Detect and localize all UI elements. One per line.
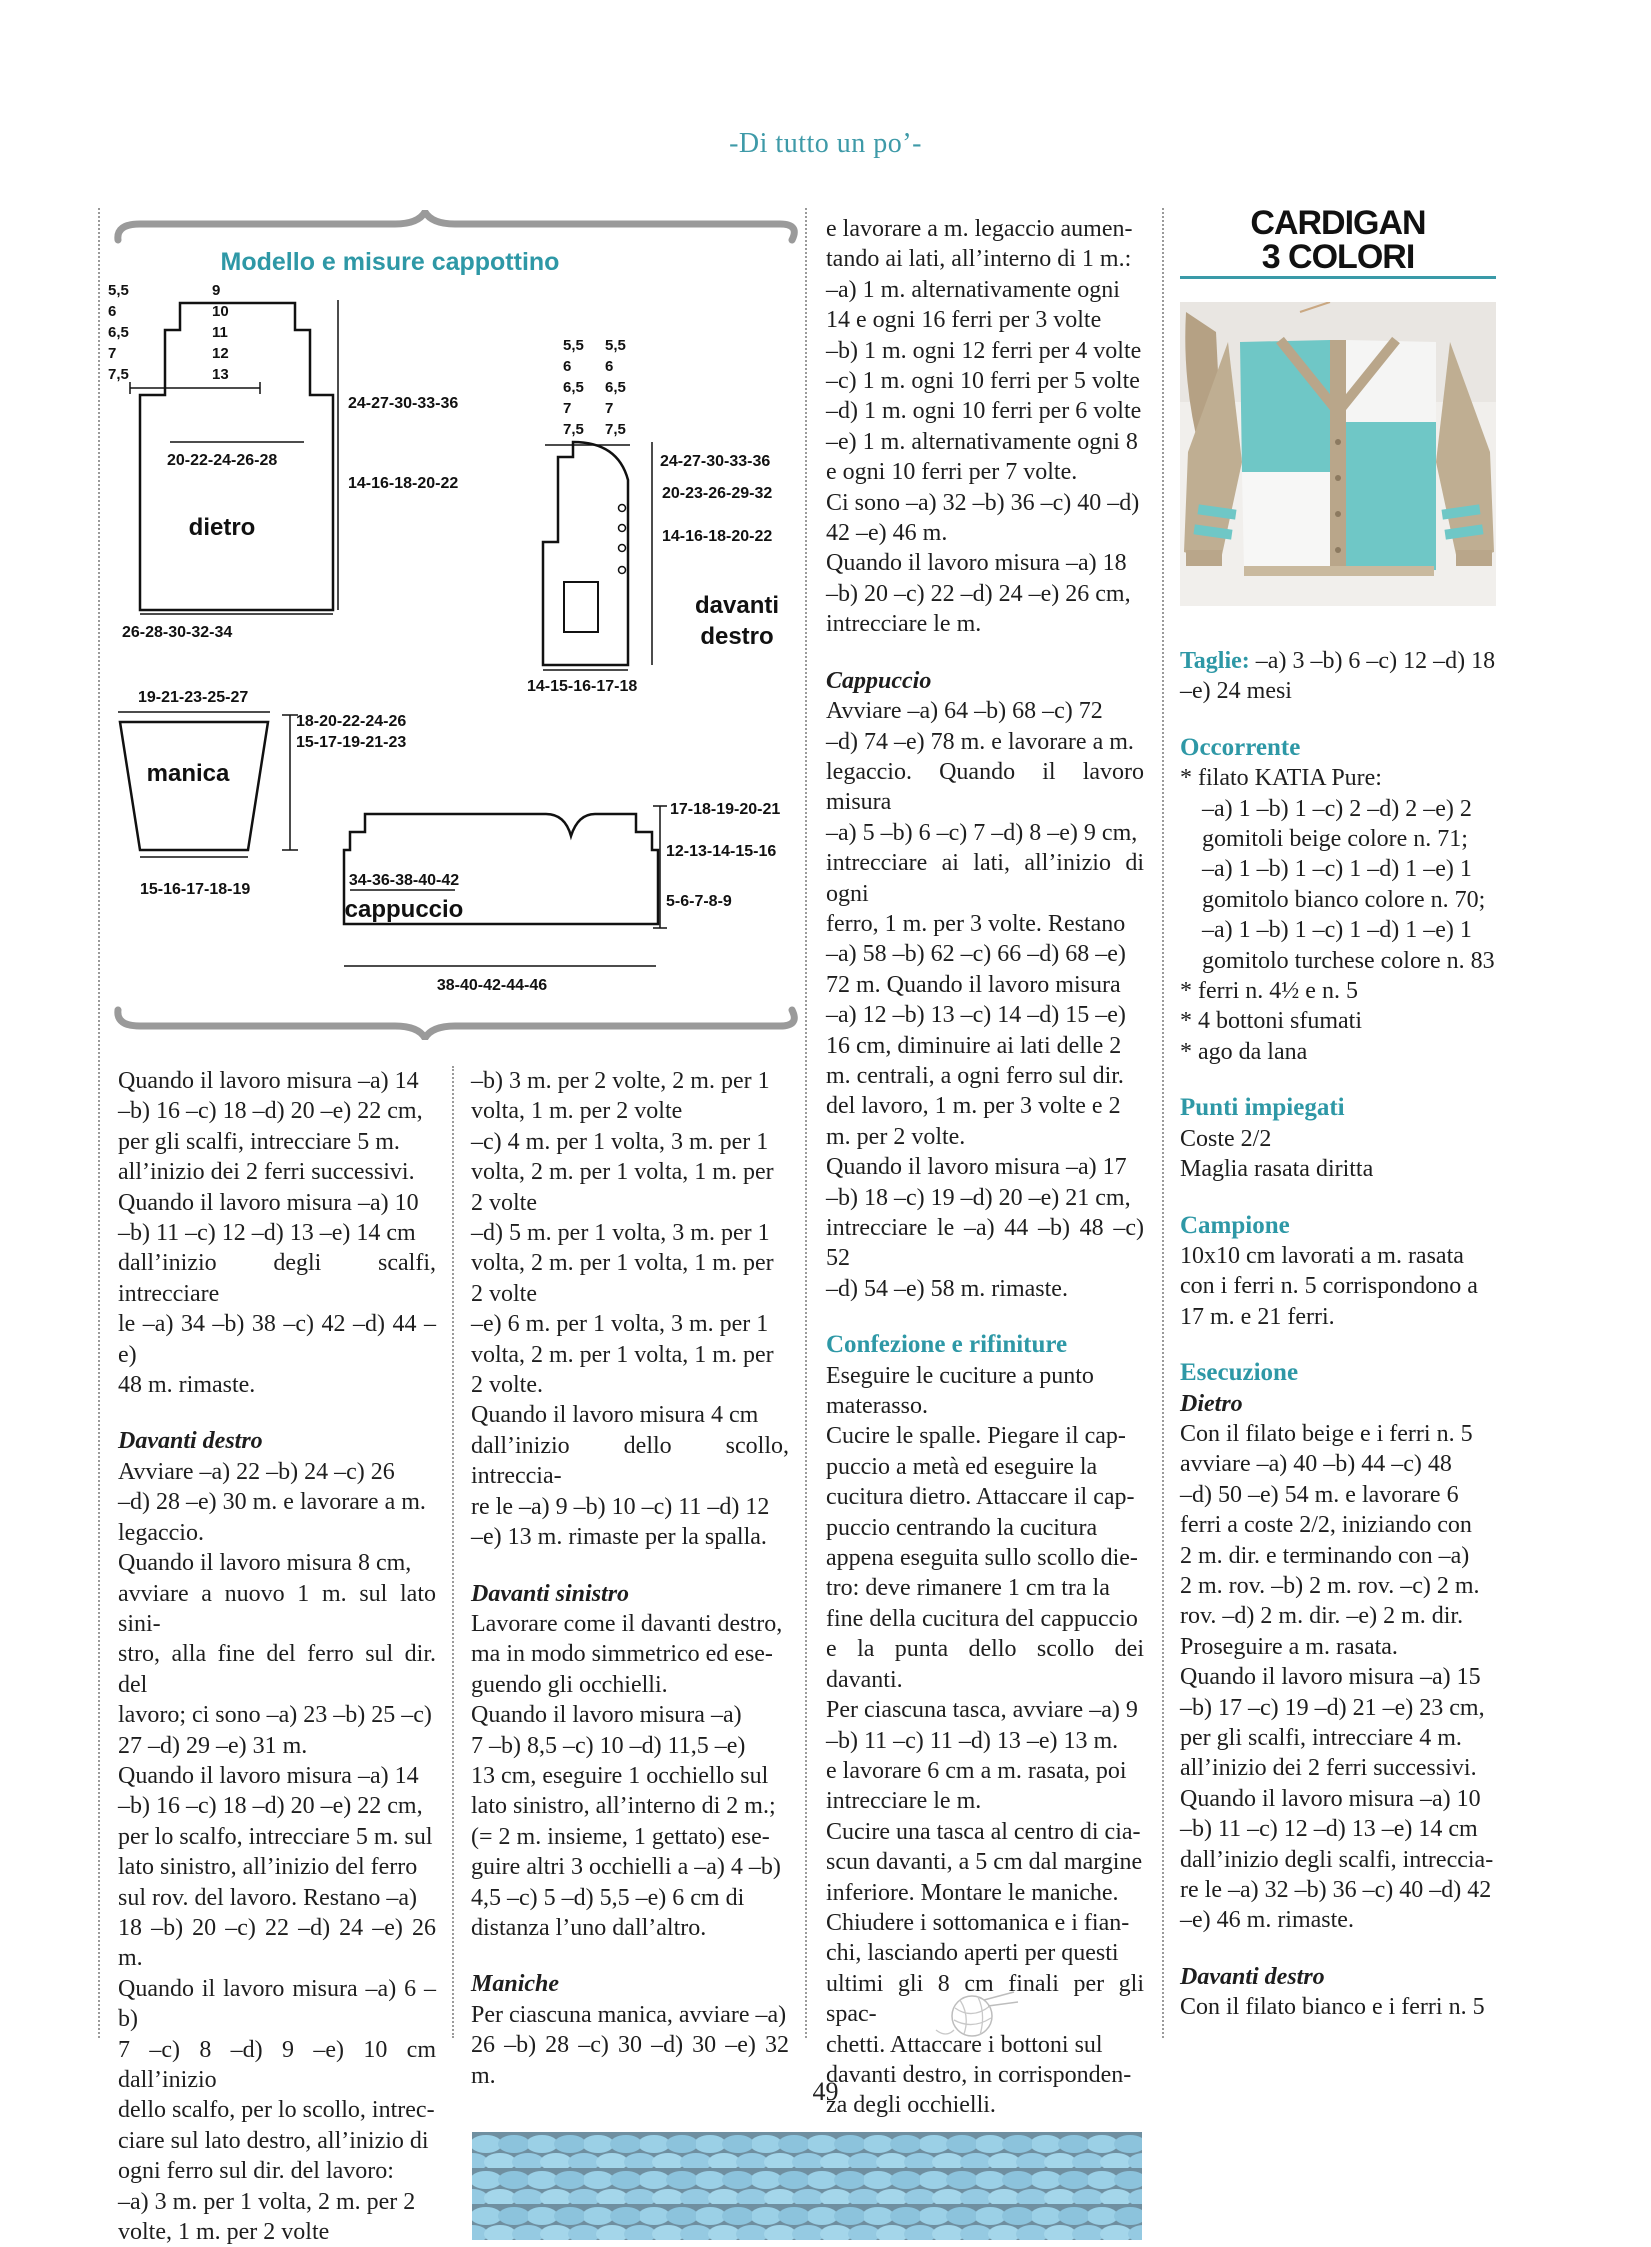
diagram-title: Modello e misure cappottino — [220, 248, 560, 276]
title-underline — [1180, 276, 1496, 279]
section-heading: Campione — [1180, 1211, 1290, 1239]
cappuccio-labels — [100, 210, 800, 1040]
svg-text:12-13-14-15-16: 12-13-14-15-16 — [666, 843, 777, 860]
column-divider — [452, 1066, 454, 2038]
section-heading: Davanti sinistro — [471, 1580, 630, 1607]
section-heading: Maniche — [471, 1971, 560, 1998]
text-column-2: –b) 3 m. per 2 volte, 2 m. per 1 volta, 1 m. per 2 volte –c) 4 m. per 1 volta, 3 m. per 1 volta, 2 m. per 1 volta, 1 m. per 2 volte –d) 5 m. per 1 volta, 3 m. per 1 volta, 2 m. per 1 volta, 1 m. per 2 volte –e) 6 m. per 1 volta, 3 m. per 1 volta, 2 m. per 1 volta, 1 m. per 2 volte. Quando il lavoro misura 4 cm dall’inizio dello scollo, intreccia- re le –a) 9 –b) 10 –c) 11 –d) 12 –e) 13 m. rimaste per la spalla. Davanti sinistro Lavorare come il davanti destro, ma in modo simmetrico ed ese- guendo gli occhielli. Quando il lavoro misura –a) 7 –b) 8,5 –c) 10 –d) 11,5 –e) 13 cm, eseguire 1 occhiello sul lato sinistro, all’interno di 2 m.; (= 2 m. insieme, 1 gettato) ese- guire altri 3 occhielli a –a) 4 –b) 4,5 –c) 5 –d) 5,5 –e) 6 cm di distanza l’uno dall’altro. Maniche Per ciascuna manica, avviare –a) 26 –b) 28 –c) 30 –d) 30 –e) 32 m. — [471, 1068, 789, 2089]
pattern-title: CARDIGAN 3 COLORI — [1250, 204, 1426, 276]
svg-text:manica: manica — [146, 760, 230, 787]
section-heading: Occorrente — [1180, 733, 1301, 761]
svg-text:dietro: dietro — [188, 514, 256, 541]
svg-text:19-21-23-25-27: 19-21-23-25-27 — [138, 689, 249, 706]
section-heading: Punti impiegati — [1180, 1094, 1345, 1122]
svg-text:24-27-30-33-36: 24-27-30-33-36 — [660, 453, 771, 470]
svg-text:14-16-18-20-22: 14-16-18-20-22 — [348, 475, 459, 492]
svg-text:14-15-16-17-18: 14-15-16-17-18 — [527, 678, 638, 695]
svg-text:5,566,577,5: 5,5 6 6,5 7 7,5 — [563, 337, 584, 438]
text-column-4: Taglie: –a) 3 –b) 6 –c) 12 –d) 18 –e) 24 mesi Occorrente * filato KATIA Pure: –a) 1 –b) 1 –c) 2 –d) 2 –e) 2 gomitoli beige colore n. 71; –a) 1 –b) 1 –c) 1 –d) 1 –e) 1 gomitolo bianco colore n. 70; –a) 1 –b) 1 –c) 1 –d) 1 –e) 1 gomitolo turchese colore n. 83 * ferri n. 4½ e n. 5 * 4 bottoni sfumati * ago da lana Punti impiegati Coste 2/2 Maglia rasata diritta Campione 10x10 cm lavorati a m. rasata con i ferri n. 5 corrispondono a 17 m. e 21 ferri. Esecuzione Dietro Con il filato beige e i ferri n. 5 avviare –a) 40 –b) 44 –c) 48 –d) 50 –e) 54 m. e lavorare 6 ferri a coste 2/2, iniziando con 2 m. dir. e terminando con –a) 2 m. rov. –b) 2 m. rov. –c) 2 m. rov. –d) 2 m. dir. –e) 2 m. dir. Proseguire a m. rasata. Quando il lavoro misura –a) 15 –b) 17 –c) 19 –d) 21 –e) 23 cm, per gli scalfi, intrecciare 4 m. all’inizio dei 2 ferri successivi. Quando il lavoro misura –a) 10 –b) 11 –c) 12 –d) 13 –e) 14 cm dall’inizio degli scalfi, intreccia- re le –a) 32 –b) 36 –c) 40 –d) 42 –e) 46 m. rimaste. Davanti destro Con il filato bianco e i ferri n. 5 — [1180, 646, 1500, 2023]
svg-text:20-23-26-29-32: 20-23-26-29-32 — [662, 485, 773, 502]
knit-texture-strip — [472, 2132, 1142, 2240]
section-heading: Confezione e rifiniture — [826, 1331, 1068, 1359]
svg-text:38-40-42-44-46: 38-40-42-44-46 — [436, 977, 548, 994]
yarn-ball-icon — [930, 1990, 1020, 2042]
svg-text:5,566,577,5: 5,5 6 6,5 7 7,5 — [108, 282, 129, 383]
svg-text:5-6-7-8-9: 5-6-7-8-9 — [666, 893, 732, 910]
svg-text:15-16-17-18-19: 15-16-17-18-19 — [140, 881, 251, 898]
svg-text:910111213: 9 10 11 12 13 — [212, 282, 229, 383]
svg-text:davanti: davanti — [694, 592, 780, 619]
page-number: 49 — [812, 2077, 839, 2106]
svg-text:18-20-22-24-26: 18-20-22-24-26 — [296, 713, 407, 730]
taglie-line: Taglie: –a) 3 –b) 6 –c) 12 –d) 18 — [1180, 648, 1496, 674]
text-column-1: Quando il lavoro misura –a) 14 –b) 16 –c) 18 –d) 20 –e) 22 cm, per gli scalfi, intrecciare 5 m. all’inizio dei 2 ferri successivi. Quando il lavoro misura –a) 10 –b) 11 –c) 12 –d) 13 –e) 14 cm dall’inizio degli scalfi, intrecciare le –a) 34 –b) 38 –c) 42 –d) 44 –e) 48 m. rimaste. Davanti destro Avviare –a) 22 –b) 24 –c) 26 –d) 28 –e) 30 m. e lavorare a m. legaccio. Quando il lavoro misura 8 cm, avviare a nuovo 1 m. sul lato sini- stro, alla fine del ferro sul dir. del lavoro; ci sono –a) 23 –b) 25 –c) 27 –d) 29 –e) 31 m. Quando il lavoro misura –a) 14 –b) 16 –c) 18 –d) 20 –e) 22 cm, per lo scalfo, intrecciare 5 m. sul lato sinistro, all’inizio del ferro sul rov. del lavoro. Restano –a) 18 –b) 20 –c) 22 –d) 24 –e) 26 m. Quando il lavoro misura –a) 6 –b) 7 –c) 8 –d) 9 –e) 10 cm dall’inizio dello scalfo, per lo scollo, intrec- ciare sul lato destro, all’inizio di ogni ferro sul dir. del lavoro: –a) 3 m. per 1 volta, 2 m. per 2 volte, 1 m. per 2 volte — [118, 1068, 436, 2246]
svg-text:cappuccio: cappuccio — [344, 896, 464, 923]
svg-text:5,566,577,5: 5,5 6 6,5 7 7,5 — [605, 337, 626, 438]
svg-text:20-22-24-26-28: 20-22-24-26-28 — [167, 452, 278, 469]
column-divider — [805, 208, 807, 2038]
svg-text:26-28-30-32-34: 26-28-30-32-34 — [122, 624, 233, 641]
section-heading: Davanti destro — [1180, 1963, 1325, 1990]
svg-text:17-18-19-20-21: 17-18-19-20-21 — [670, 801, 781, 818]
page-header: -Di tutto un po’- — [729, 128, 922, 159]
text-column-3: e lavorare a m. legaccio aumen- tando ai lati, all’interno di 1 m.: –a) 1 m. alternativamente ogni 14 e ogni 16 ferri per 3 volte –b) 1 m. ogni 12 ferri per 4 volte –c) 1 m. ogni 10 ferri per 5 volte –d) 1 m. ogni 10 ferri per 6 volte –e) 1 m. alternativamente ogni 8 e ogni 10 ferri per 7 volte. Ci sono –a) 32 –b) 36 –c) 40 –d) 42 –e) 46 m. Quando il lavoro misura –a) 18 –b) 20 –c) 22 –d) 24 –e) 26 cm, intrecciare le m. Cappuccio Avviare –a) 64 –b) 68 –c) 72 –d) 74 –e) 78 m. e lavorare a m. legaccio. Quando il lavoro misura –a) 5 –b) 6 –c) 7 –d) 8 –e) 9 cm, intrecciare ai lati, all’inizio di ogni ferro, 1 m. per 3 volte. Restano –a) 58 –b) 62 –c) 66 –d) 68 –e) 72 m. Quando il lavoro misura –a) 12 –b) 13 –c) 14 –d) 15 –e) 16 cm, diminuire ai lati delle 2 m. centrali, a ogni ferro sul dir. del lavoro, 1 m. per 3 volte e 2 m. per 2 volte. Quando il lavoro misura –a) 17 –b) 18 –c) 19 –d) 20 –e) 21 cm, intrecciare le –a) 44 –b) 48 –c) 52 –d) 54 –e) 58 m. rimaste. Confezione e rifiniture Eseguire le cuciture a punto materasso. Cucire le spalle. Piegare il cap- puccio a metà ed eseguire la cucitura dietro. Attaccare il cap- puccio centrando la cucitura appena eseguita sullo scollo die- tro: deve rimanere 1 cm tra la fine della cucitura del cappuccio e la punta dello scollo dei davanti. Per ciascuna tasca, avviare –a) 9 –b) 11 –c) 11 –d) 13 –e) 13 m. e lavorare 6 cm a m. rasata, poi intrecciare le m. Cucire una tasca al centro di cia- scun davanti, a 5 cm dal margine inferiore. Montare le maniche. Chiudere i sottomanica e i fian- chi, lasciando aperti per questi ultimi gli 8 cm finali per gli spac- chetti. Attaccare i bottoni sul davanti destro, in corrisponden- za degli occhielli. — [826, 216, 1144, 2119]
section-heading: Cappuccio — [826, 667, 932, 694]
svg-text:15-17-19-21-23: 15-17-19-21-23 — [296, 734, 407, 751]
cardigan-photo — [1180, 302, 1496, 606]
svg-text:34-36-38-40-42: 34-36-38-40-42 — [348, 872, 460, 889]
col1-p1-line: Quando il lavoro misura –a) 14 — [118, 1068, 419, 1094]
section-heading: Esecuzione — [1180, 1359, 1299, 1387]
svg-text:destro: destro — [700, 623, 774, 650]
column-divider — [1162, 208, 1164, 2038]
svg-text:24-27-30-33-36: 24-27-30-33-36 — [348, 395, 459, 412]
section-heading: Davanti destro — [118, 1428, 263, 1455]
svg-text:14-16-18-20-22: 14-16-18-20-22 — [662, 528, 773, 545]
section-heading: Dietro — [1180, 1390, 1243, 1417]
